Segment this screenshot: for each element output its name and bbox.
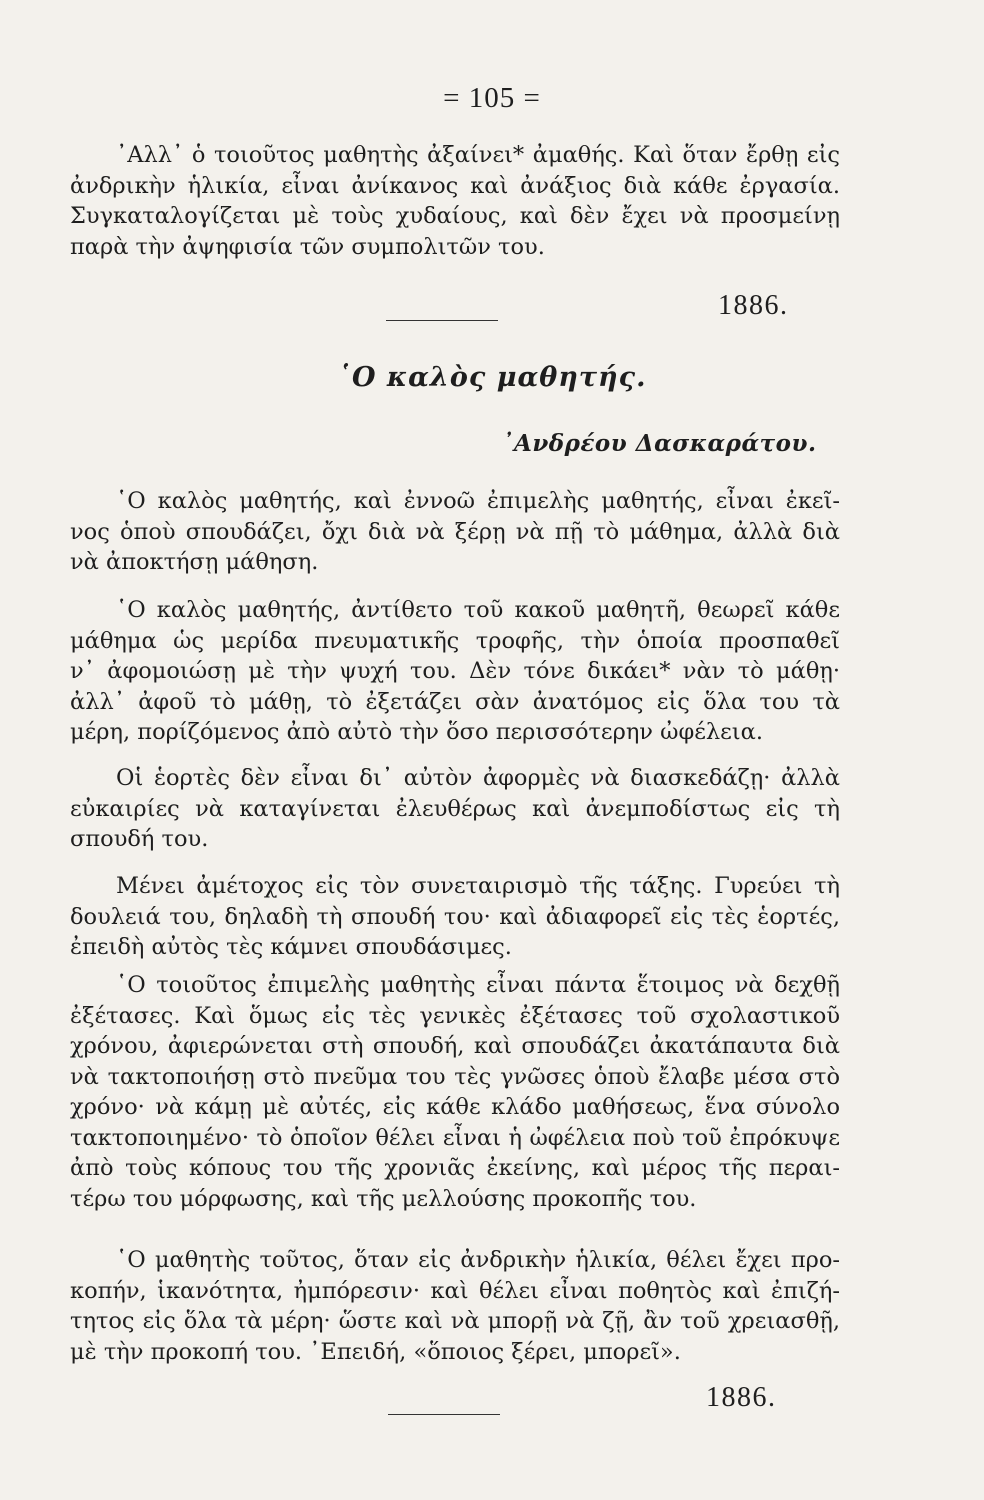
text-line: ἀλλ᾿ ἀφοῦ τὸ μάθῃ, τὸ ἐξετάζει σὰν ἀνατόμος εἰς ὅλα του τὰ [70, 688, 840, 715]
text-line: κοπήν, ἱκανότητα, ἠμπόρεσιν· καὶ θέλει εἶναι ποθητὸς καὶ ἐπιζή- [70, 1277, 840, 1304]
text-line: ἐπειδὴ αὐτὸς τὲς κάμνει σπουδάσιμες. [70, 934, 512, 960]
text-line: ν᾿ ἀφομοιώσῃ μὲ τὴν ψυχή του. Δὲν τόνε δικάει* νὰν τὸ μάθῃ· [70, 658, 840, 684]
section-divider [388, 1414, 500, 1415]
essay-author: ᾿Ανδρέου Δασκαράτου. [502, 430, 817, 457]
text-line: τακτοποιημένο· τὸ ὁποῖον θέλει εἶναι ἡ ὠφέλεια ποὺ τοῦ ἐπρόκυψε [70, 1124, 840, 1151]
text-line: δουλειά του, δηλαδὴ τὴ σπουδή του· καὶ ἀδιαφορεῖ εἰς τὲς ἑορτές, [70, 903, 840, 930]
section-divider [386, 320, 498, 321]
text-line: νὰ τακτοποιήσῃ στὸ πνεῦμα του τὲς γνῶσες ὁποὺ ἔλαβε μέσα στὸ [70, 1063, 840, 1090]
paragraph-6 [70, 1245, 840, 1367]
text-line: Συγκαταλογίζεται μὲ τοὺς χυδαίους, καὶ δὲν ἔχει νὰ προσμείνῃ [70, 203, 840, 229]
essay-title: ῾Ο καλὸς μαθητής. [337, 362, 647, 393]
text-line: νὰ ἀποκτήσῃ μάθηση. [70, 549, 319, 575]
text-line: Μένει ἀμέτοχος εἰς τὸν συνεταιρισμὸ τῆς τάξης. Γυρεύει τὴ [116, 873, 840, 899]
paragraph-5 [70, 970, 840, 1214]
text-line: τέρω του μόρφωσης, καὶ τῆς μελλούσης προκοπῆς του. [70, 1185, 697, 1212]
text-line: μέρη, πορίζόμενος ἀπὸ αὐτὸ τὴν ὅσο περισσότερην ὠφέλεια. [70, 719, 763, 745]
text-line: ἀνδρικὴν ἡλικία, εἶναι ἀνίκανος καὶ ἀνάξιος διὰ κάθε ἐργασία. [70, 172, 840, 199]
essay1-date: 1886. [718, 290, 789, 321]
text-line: ἀπὸ τοὺς κόπους του τῆς χρονιᾶς ἐκείνης, καὶ μέρος τῆς περαι- [70, 1155, 840, 1181]
text-line: εὐκαιρίες νὰ καταγίνεται ἐλευθέρως καὶ ἀνεμποδίστως εἰς τὴ [70, 795, 840, 822]
text-line: τητος εἰς ὅλα τὰ μέρη· ὥστε καὶ νὰ μπορῇ νὰ ζῇ, ἂν τοῦ χρειασθῇ, [70, 1308, 840, 1334]
text-line: ᾿Αλλ᾿ ὁ τοιοῦτος μαθητὴς ἀξαίνει* ἀμαθής. Καὶ ὅταν ἔρθῃ εἰς [116, 142, 840, 168]
text-line: νος ὁποὺ σπουδάζει, ὄχι διὰ νὰ ξέρῃ νὰ πῇ τὸ μάθημα, ἀλλὰ διὰ [70, 518, 840, 545]
paragraph-2 [70, 595, 840, 748]
text-line: ῾Ο καλὸς μαθητής, καὶ ἐννοῶ ἐπιμελὴς μαθητής, εἶναι ἐκεῖ- [116, 488, 840, 514]
text-line: μάθημα ὡς μερίδα πνευματικῆς τροφῆς, τὴν ὁποία προσπαθεῖ [70, 627, 840, 654]
text-line: Οἱ ἑορτὲς δὲν εἶναι δι᾿ αὐτὸν ἀφορμὲς νὰ διασκεδάζῃ· ἀλλὰ [116, 765, 840, 791]
text-line: ῾Ο καλὸς μαθητής, ἀντίθετο τοῦ κακοῦ μαθητῆ, θεωρεῖ κάθε [116, 597, 840, 623]
text-line: σπουδή του. [70, 826, 209, 852]
paragraph-1 [70, 486, 840, 578]
text-line: μὲ τὴν προκοπή του. ᾿Επειδή, «ὅποιος ξέρει, μπορεῖ». [70, 1338, 681, 1365]
paragraph-4 [70, 871, 840, 963]
text-line: χρόνο· νὰ κάμῃ μὲ αὐτές, εἰς κάθε κλάδο μαθήσεως, ἕνα σύνολο [70, 1094, 840, 1120]
text-line: ἐξέτασες. Καὶ ὅμως εἰς τὲς γενικὲς ἐξέτασες τοῦ σχολαστικοῦ [70, 1002, 840, 1029]
text-line: χρόνου, ἀφιερώνεται στὴ σπουδή, καὶ σπουδάζει ἀκατάπαυτα διὰ [70, 1033, 840, 1059]
essay2-date: 1886. [706, 1382, 777, 1413]
text-line: παρὰ τὴν ἀψηφισία τῶν συμπολιτῶν του. [70, 233, 545, 260]
text-line: ῾Ο τοιοῦτος ἐπιμελὴς μαθητὴς εἶναι πάντα ἕτοιμος νὰ δεχθῇ [116, 972, 840, 998]
paragraph-3 [70, 763, 840, 855]
essay1-paragraph [70, 140, 840, 262]
page-number: = 105 = [443, 82, 541, 114]
text-line: ῾Ο μαθητὴς τοῦτος, ὅταν εἰς ἀνδρικὴν ἡλικία, θέλει ἔχει προ- [116, 1247, 840, 1273]
